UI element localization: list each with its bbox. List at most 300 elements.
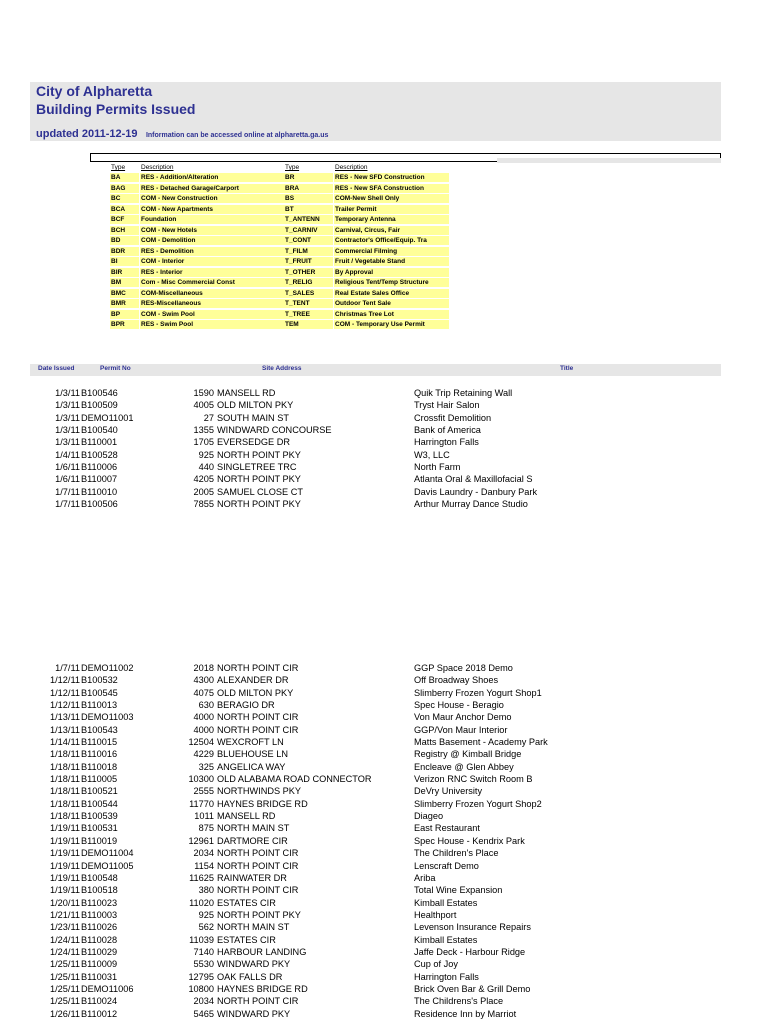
street-name: NORTH POINT CIR — [217, 724, 299, 735]
permit-row — [0, 995, 768, 1007]
legend-right-type-header: Type — [285, 164, 300, 171]
legend-code: T_TREE — [284, 310, 333, 319]
permit-date: 1/24/11 — [50, 934, 80, 945]
permit-title: DeVry University — [414, 786, 483, 797]
legend-item — [110, 205, 290, 216]
legend-description: Com - Misc Commercial Const — [140, 278, 289, 287]
legend-item — [110, 289, 290, 300]
street-name: SAMUEL CLOSE CT — [217, 486, 303, 497]
legend-description: COM - Temporary Use Permit — [334, 320, 449, 329]
permit-row — [0, 785, 768, 797]
legend-description: Christmas Tree Lot — [334, 310, 449, 319]
street-name: OAK FALLS DR — [217, 971, 283, 982]
permit-title: Arthur Murray Dance Studio — [414, 499, 528, 510]
street-name: MANSELL RD — [217, 388, 276, 398]
street-name: OLD MILTON PKY — [217, 687, 294, 698]
col-title: Title — [560, 365, 574, 372]
permit-title: Jaffe Deck - Harbour Ridge — [414, 946, 526, 957]
legend-right-desc-header: Description — [335, 164, 368, 171]
street-number: 11039 — [189, 934, 214, 945]
permit-row — [0, 724, 768, 736]
legend-description: Trailer Permit — [334, 205, 449, 214]
street-number: 875 — [198, 823, 214, 834]
street-name: DARTMORE CIR — [217, 835, 288, 846]
legend-item — [284, 310, 450, 321]
permit-title: Matts Basement - Academy Park — [414, 737, 548, 748]
legend-description: COM - Interior — [140, 257, 289, 266]
permit-date: 1/21/11 — [50, 909, 80, 920]
permit-title: Verizon RNC Switch Room B — [414, 774, 533, 785]
street-number: 12961 — [188, 835, 214, 846]
legend-code: BD — [110, 236, 139, 245]
permit-number: B110015 — [81, 737, 118, 748]
street-number: 4000 — [193, 712, 214, 723]
street-number: 2034 — [193, 848, 214, 859]
street-number: 4000 — [193, 724, 214, 735]
permit-title: Healthport — [414, 909, 457, 920]
legend-description: Temporary Antenna — [334, 215, 449, 224]
legend-code: T_TENT — [284, 299, 333, 308]
legend-code: BT — [284, 205, 333, 214]
legend-item — [284, 236, 450, 247]
permit-title: Harrington Falls — [414, 437, 479, 448]
legend-item — [284, 194, 450, 205]
legend-code: BA — [110, 173, 139, 182]
permit-number: B100509 — [81, 400, 118, 411]
street-number: 925 — [198, 909, 214, 920]
legend-description: Fruit / Vegetable Stand — [334, 257, 449, 266]
permit-row — [0, 835, 768, 847]
permit-number: B100548 — [81, 872, 118, 883]
permit-date: 1/3/11 — [55, 412, 80, 423]
permit-title: Lenscraft Demo — [414, 860, 479, 871]
updated-line — [36, 124, 328, 142]
permit-title: Bank of America — [414, 425, 481, 436]
street-number: 925 — [198, 449, 214, 460]
street-name: OLD ALABAMA ROAD CONNECTOR — [217, 774, 372, 785]
permit-row — [0, 424, 768, 436]
legend-code: BIR — [110, 268, 139, 277]
legend-description: COM - Swim Pool — [140, 310, 289, 319]
permit-row — [0, 662, 768, 674]
street-name: NORTH POINT CIR — [217, 885, 299, 896]
permit-number: B100546 — [81, 388, 118, 398]
legend-item — [110, 257, 290, 268]
updated-date: updated 2011-12-19 — [36, 128, 138, 140]
col-permit-no: Permit No — [100, 365, 131, 372]
street-number: 7140 — [193, 946, 214, 957]
permit-row — [0, 449, 768, 461]
street-name: NORTH POINT CIR — [217, 996, 299, 1007]
street-name: NORTH POINT PKY — [217, 474, 301, 485]
legend-code: T_FILM — [284, 247, 333, 256]
legend-item — [110, 299, 290, 310]
permit-row — [0, 773, 768, 785]
permit-title: GGP/Von Maur Interior — [414, 724, 508, 735]
legend-item — [110, 247, 290, 258]
permit-number: B100540 — [81, 425, 118, 436]
permit-table-group-1 — [0, 387, 768, 510]
permit-date: 1/7/11 — [55, 499, 80, 510]
legend-code: BR — [284, 173, 333, 182]
street-name: ALEXANDER DR — [217, 675, 289, 686]
street-name: NORTHWINDS PKY — [217, 786, 302, 797]
street-number: 380 — [198, 885, 214, 896]
legend-item — [110, 215, 290, 226]
permit-date: 1/12/11 — [50, 675, 80, 686]
street-number: 440 — [198, 462, 214, 473]
legend-description: COM - New Hotels — [140, 226, 289, 235]
street-number: 1011 — [194, 811, 214, 822]
street-name: SOUTH MAIN ST — [217, 412, 289, 423]
permit-title: Brick Oven Bar & Grill Demo — [414, 983, 531, 994]
legend-code: BC — [110, 194, 139, 203]
street-name: NORTH POINT PKY — [217, 449, 301, 460]
legend-item — [284, 320, 450, 331]
permit-title: Kimball Estates — [414, 934, 478, 945]
legend-description: By Approval — [334, 268, 449, 277]
column-header-bar — [30, 364, 721, 376]
legend-item — [284, 268, 450, 279]
permit-row — [0, 436, 768, 448]
street-number: 4300 — [193, 675, 214, 686]
legend-code: BCF — [110, 215, 139, 224]
legend-description: RES-Miscellaneous — [140, 299, 289, 308]
permit-row — [0, 687, 768, 699]
permit-row — [0, 958, 768, 970]
street-number: 4205 — [193, 474, 214, 485]
street-name: NORTH POINT CIR — [217, 860, 299, 871]
legend-item — [284, 215, 450, 226]
permit-number: B110013 — [81, 700, 118, 711]
permit-number: DEMO11006 — [81, 983, 134, 994]
street-number: 4229 — [193, 749, 214, 760]
street-name: EVERSEDGE DR — [217, 437, 291, 448]
permit-date: 1/3/11 — [55, 388, 80, 398]
permit-number: B100543 — [81, 724, 118, 735]
permit-date: 1/18/11 — [50, 798, 80, 809]
permit-row — [0, 461, 768, 473]
permit-date: 1/25/11 — [50, 959, 80, 970]
legend-left-desc-header: Description — [141, 164, 174, 171]
permit-number: B110028 — [81, 934, 118, 945]
permit-row — [0, 711, 768, 723]
permit-row — [0, 699, 768, 711]
permit-title: Spec House - Kendrix Park — [414, 835, 525, 846]
permit-title: Off Broadway Shoes — [414, 675, 499, 686]
permit-date: 1/7/11 — [55, 663, 80, 673]
permit-title: Von Maur Anchor Demo — [414, 712, 512, 723]
street-name: WINDWARD PKY — [217, 1008, 291, 1019]
legend-item — [284, 299, 450, 310]
street-name: NORTH POINT PKY — [217, 499, 301, 510]
legend-description: Contractor's Office/Equip. Tra — [334, 236, 449, 245]
street-number: 1590 — [193, 388, 214, 398]
permit-row — [0, 486, 768, 498]
street-number: 2005 — [193, 486, 214, 497]
permit-row — [0, 412, 768, 424]
permit-date: 1/18/11 — [50, 774, 80, 785]
legend-description: Foundation — [140, 215, 289, 224]
permit-row — [0, 1008, 768, 1020]
permit-row — [0, 872, 768, 884]
legend-right-list — [284, 173, 450, 331]
street-name: WEXCROFT LN — [217, 737, 284, 748]
street-name: HAYNES BRIDGE RD — [217, 983, 308, 994]
legend-description: RES - Swim Pool — [140, 320, 289, 329]
legend-code: T_SALES — [284, 289, 333, 298]
permit-row — [0, 399, 768, 411]
street-name: ANGELICA WAY — [217, 761, 286, 772]
permit-date: 1/13/11 — [50, 712, 80, 723]
legend-code: BP — [110, 310, 139, 319]
street-number: 10300 — [188, 774, 214, 785]
permit-number: B110019 — [81, 835, 118, 846]
legend-description: COM-Miscellaneous — [140, 289, 289, 298]
legend-item — [284, 278, 450, 289]
permit-title: The Children's Place — [414, 848, 499, 859]
source-note: Information can be accessed online at alpharetta.ga.us — [145, 132, 329, 139]
legend-item — [284, 247, 450, 258]
permit-date: 1/13/11 — [50, 724, 80, 735]
street-number: 5465 — [193, 1008, 214, 1019]
street-name: NORTH MAIN ST — [217, 922, 290, 933]
permit-date: 1/19/11 — [50, 860, 80, 871]
street-number: 5530 — [193, 959, 214, 970]
permit-date: 1/19/11 — [50, 872, 80, 883]
permit-date: 1/25/11 — [50, 983, 80, 994]
permit-number: B110006 — [81, 462, 118, 473]
street-name: NORTH POINT CIR — [217, 712, 299, 723]
legend-description: RES - Demolition — [140, 247, 289, 256]
permit-number: B100539 — [81, 811, 118, 822]
permit-row — [0, 983, 768, 995]
legend-description: COM - New Construction — [140, 194, 289, 203]
permit-title: Atlanta Oral & Maxillofacial S — [414, 474, 533, 485]
street-number: 7855 — [193, 499, 214, 510]
legend-item — [110, 173, 290, 184]
legend-code: BI — [110, 257, 139, 266]
street-number: 2034 — [193, 996, 214, 1007]
legend-shade — [497, 158, 721, 163]
permit-row — [0, 736, 768, 748]
street-number: 630 — [198, 700, 214, 711]
legend-code: T_CONT — [284, 236, 333, 245]
legend-left-type-header: Type — [111, 164, 126, 171]
permit-date: 1/18/11 — [50, 749, 80, 760]
legend-description: RES - New SFA Construction — [334, 184, 449, 193]
col-date-issued: Date Issued — [38, 365, 75, 372]
permit-date: 1/4/11 — [55, 449, 80, 460]
report-header — [30, 82, 721, 141]
permit-number: B110016 — [81, 749, 118, 760]
street-name: OLD MILTON PKY — [217, 400, 294, 411]
permit-title: GGP Space 2018 Demo — [414, 663, 513, 673]
legend-item — [284, 184, 450, 195]
street-name: WINDWARD PKY — [217, 959, 291, 970]
permit-date: 1/20/11 — [50, 897, 80, 908]
permit-date: 1/19/11 — [50, 885, 80, 896]
permit-date: 1/24/11 — [50, 946, 80, 957]
permit-row — [0, 387, 768, 399]
street-name: HAYNES BRIDGE RD — [217, 798, 308, 809]
legend-description: Real Estate Sales Office — [334, 289, 449, 298]
legend-code: T_CARNIV — [284, 226, 333, 235]
legend-item — [110, 310, 290, 321]
legend-left-list — [110, 173, 290, 331]
legend-item — [110, 226, 290, 237]
permit-row — [0, 897, 768, 909]
street-name: BLUEHOUSE LN — [217, 749, 288, 760]
permit-title: Slimberry Frozen Yogurt Shop1 — [414, 687, 542, 698]
street-number: 2018 — [193, 663, 214, 673]
permit-date: 1/19/11 — [50, 848, 80, 859]
permit-title: Harrington Falls — [414, 971, 479, 982]
legend-item — [284, 226, 450, 237]
permit-row — [0, 860, 768, 872]
street-name: ESTATES CIR — [217, 897, 276, 908]
street-name: ESTATES CIR — [217, 934, 276, 945]
permit-title: Registry @ Kimball Bridge — [414, 749, 522, 760]
permit-date: 1/7/11 — [55, 486, 80, 497]
permit-number: DEMO11002 — [81, 663, 134, 673]
permit-date: 1/12/11 — [50, 687, 80, 698]
permit-row — [0, 473, 768, 485]
permit-title: The Childrens's Place — [414, 996, 504, 1007]
permit-number: B110012 — [81, 1008, 118, 1019]
street-number: 11625 — [189, 872, 214, 883]
permit-date: 1/3/11 — [55, 400, 80, 411]
permit-title: Spec House - Beragio — [414, 700, 504, 711]
legend-description: RES - Addition/Alteration — [140, 173, 289, 182]
permit-date: 1/19/11 — [50, 823, 80, 834]
permit-number: B100521 — [81, 786, 118, 797]
street-number: 12504 — [188, 737, 214, 748]
permit-number: B100544 — [81, 798, 118, 809]
permit-title: North Farm — [414, 462, 461, 473]
legend-description: Commercial Filming — [334, 247, 449, 256]
permit-row — [0, 884, 768, 896]
permit-number: DEMO11003 — [81, 712, 134, 723]
permit-number: DEMO11005 — [81, 860, 134, 871]
permit-number: B110005 — [81, 774, 118, 785]
permit-title: Diageo — [414, 811, 444, 822]
permit-title: Slimberry Frozen Yogurt Shop2 — [414, 798, 542, 809]
legend-code: TEM — [284, 320, 333, 329]
legend-description: Religious Tent/Temp Structure — [334, 278, 449, 287]
legend-code: BMC — [110, 289, 139, 298]
permit-row — [0, 810, 768, 822]
permit-number: B110029 — [81, 946, 118, 957]
permit-title: Residence Inn by Marriot — [414, 1008, 517, 1019]
permit-row — [0, 847, 768, 859]
permit-date: 1/6/11 — [55, 462, 80, 473]
street-name: MANSELL RD — [217, 811, 276, 822]
permit-date: 1/25/11 — [50, 996, 80, 1007]
legend-code: BS — [284, 194, 333, 203]
legend-description: COM - New Apartments — [140, 205, 289, 214]
permit-title: Davis Laundry - Danbury Park — [414, 486, 538, 497]
permit-number: B110010 — [81, 486, 118, 497]
permit-row — [0, 934, 768, 946]
permit-date: 1/23/11 — [50, 922, 80, 933]
permit-row — [0, 946, 768, 958]
legend-item — [110, 320, 290, 331]
street-name: HARBOUR LANDING — [217, 946, 307, 957]
legend-item — [284, 257, 450, 268]
permit-title: W3, LLC — [414, 449, 450, 460]
street-name: WINDWARD CONCOURSE — [217, 425, 332, 436]
legend-code: BRA — [284, 184, 333, 193]
permit-row — [0, 921, 768, 933]
legend-item — [284, 205, 450, 216]
permit-title: Crossfit Demolition — [414, 412, 492, 423]
legend-code: BAG — [110, 184, 139, 193]
permit-number: B110001 — [81, 437, 118, 448]
permit-date: 1/3/11 — [55, 437, 80, 448]
permit-title: Kimball Estates — [414, 897, 478, 908]
permit-row — [0, 971, 768, 983]
street-name: NORTH POINT CIR — [217, 663, 299, 673]
legend-item — [110, 194, 290, 205]
legend-code: T_FRUIT — [284, 257, 333, 266]
permit-title: Encleave @ Glen Abbey — [414, 761, 514, 772]
permit-date: 1/3/11 — [55, 425, 80, 436]
legend-code: BCH — [110, 226, 139, 235]
permit-number: DEMO11001 — [81, 412, 134, 423]
legend-code: BM — [110, 278, 139, 287]
permit-number: B100506 — [81, 499, 118, 510]
legend-description: COM-New Shell Only — [334, 194, 449, 203]
permit-row — [0, 674, 768, 686]
street-name: RAINWATER DR — [217, 872, 287, 883]
permit-date: 1/14/11 — [50, 737, 80, 748]
permit-date: 1/18/11 — [50, 811, 80, 822]
permit-row — [0, 761, 768, 773]
permit-row — [0, 909, 768, 921]
permit-row — [0, 748, 768, 760]
permit-number: B100545 — [81, 687, 118, 698]
permit-title: Total Wine Expansion — [414, 885, 503, 896]
permit-number: DEMO11004 — [81, 848, 134, 859]
street-number: 11020 — [189, 897, 214, 908]
page-title: Building Permits Issued — [36, 101, 196, 117]
legend-code: T_ANTENN — [284, 215, 333, 224]
legend-code: BCA — [110, 205, 139, 214]
legend-description: RES - Detached Garage/Carport — [140, 184, 289, 193]
permit-number: B100518 — [81, 885, 118, 896]
street-number: 12795 — [188, 971, 214, 982]
permit-number: B110007 — [81, 474, 118, 485]
street-name: NORTH POINT PKY — [217, 909, 301, 920]
permit-table-group-2 — [0, 662, 768, 1020]
street-number: 325 — [198, 761, 214, 772]
legend-item — [284, 173, 450, 184]
legend-code: BDR — [110, 247, 139, 256]
permit-date: 1/18/11 — [50, 786, 80, 797]
permit-row — [0, 798, 768, 810]
permit-number: B110018 — [81, 761, 118, 772]
street-number: 562 — [198, 922, 214, 933]
legend-description: RES - New SFD Construction — [334, 173, 449, 182]
street-name: BERAGIO DR — [217, 700, 275, 711]
street-number: 27 — [203, 412, 214, 423]
permit-date: 1/6/11 — [55, 474, 80, 485]
permit-date: 1/25/11 — [50, 971, 80, 982]
street-number: 2555 — [193, 786, 214, 797]
permit-date: 1/18/11 — [50, 761, 80, 772]
permit-number: B110003 — [81, 909, 118, 920]
